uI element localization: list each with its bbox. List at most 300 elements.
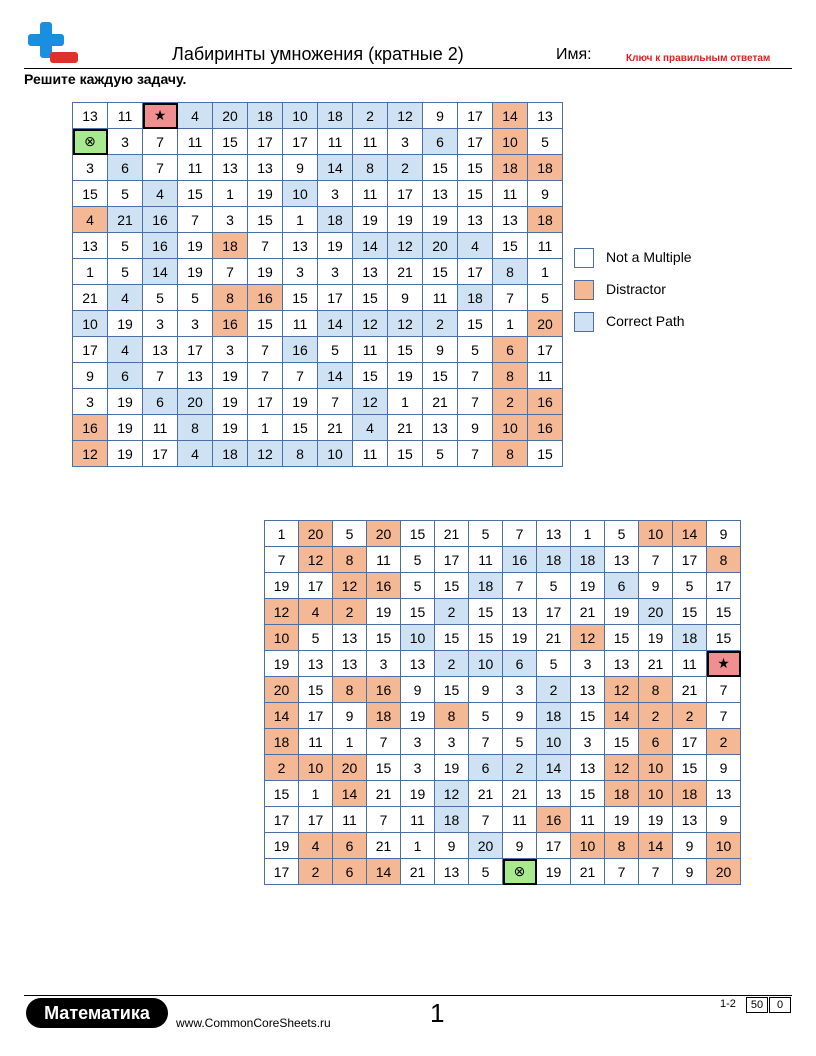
maze-cell: 9 [639,573,673,599]
maze-cell: 9 [673,833,707,859]
maze-cell: 19 [248,259,283,285]
maze-cell: 9 [503,833,537,859]
maze-cell: 17 [299,807,333,833]
maze-cell: 5 [178,285,213,311]
maze-cell: 17 [673,547,707,573]
maze-cell: 7 [469,807,503,833]
maze-cell: 5 [423,441,458,467]
maze-cell: 11 [333,807,367,833]
maze-cell-distractor: 10 [707,833,741,859]
maze-cell: 17 [435,547,469,573]
maze-cell: 17 [537,833,571,859]
maze-cell-distractor: 10 [639,521,673,547]
maze-cell: 3 [503,677,537,703]
maze-cell-distractor: 16 [248,285,283,311]
maze-cell-distractor: 18 [265,729,299,755]
maze-cell-distractor: 4 [299,599,333,625]
maze-cell: 19 [265,651,299,677]
maze-cell-path: 14 [143,259,178,285]
maze-cell: 15 [283,415,318,441]
maze-cell: 7 [143,363,178,389]
maze-cell-path: 18 [537,703,571,729]
maze-cell: 5 [299,625,333,651]
maze-cell: 21 [571,599,605,625]
maze-cell-distractor: 20 [333,755,367,781]
maze-cell: 11 [353,441,388,467]
maze-cell-distractor: 6 [493,337,528,363]
maze-cell: 3 [367,651,401,677]
maze-cell: 15 [458,311,493,337]
maze-cell: 21 [423,389,458,415]
maze-cell-distractor: 14 [639,833,673,859]
maze-cell: 15 [423,363,458,389]
maze-cell-path: 14 [537,755,571,781]
maze-cell: 7 [707,703,741,729]
maze-cell: 13 [537,781,571,807]
maze-cell-distractor: 6 [639,729,673,755]
maze-cell: 11 [493,181,528,207]
maze-cell: 1 [333,729,367,755]
maze-cell-path: 12 [353,389,388,415]
maze-cell: 3 [283,259,318,285]
maze-cell: 5 [503,729,537,755]
maze-cell-path: 18 [469,573,503,599]
maze-cell-distractor: 14 [367,859,401,885]
maze-cell: 11 [283,311,318,337]
maze-end-cell: ⊗ [73,129,108,155]
maze-cell: 17 [73,337,108,363]
maze-cell: 7 [318,389,353,415]
maze-cell: 1 [248,415,283,441]
maze-cell-path: 12 [388,233,423,259]
maze-cell: 9 [469,677,503,703]
maze-cell-path: 16 [143,207,178,233]
maze-row [73,233,563,259]
legend-label: Not a Multiple [606,249,692,265]
maze-cell: 19 [265,573,299,599]
maze-cell-path: 12 [388,103,423,129]
maze-cell-distractor: 14 [265,703,299,729]
maze-cell: 15 [388,337,423,363]
maze-cell-distractor: 14 [673,521,707,547]
maze-cell-path: 8 [493,259,528,285]
maze-start-cell: ★ [143,103,178,129]
maze-cell: 21 [571,859,605,885]
maze-cell-path: 2 [388,155,423,181]
maze-row [73,363,563,389]
maze-cell-distractor: 10 [639,781,673,807]
maze-cell-path: 6 [503,651,537,677]
maze-cell-distractor: 20 [707,859,741,885]
maze-cell: 15 [707,599,741,625]
maze-row [265,859,741,885]
maze-cell: 13 [605,651,639,677]
maze-row [73,129,563,155]
maze-cell-distractor: 8 [605,833,639,859]
maze-cell: 7 [283,363,318,389]
maze-cell-path: 18 [458,285,493,311]
maze-cell: 17 [248,389,283,415]
maze-cell: 15 [367,755,401,781]
maze-cell-distractor: 16 [367,573,401,599]
maze-cell-path: 18 [435,807,469,833]
instructions: Решите каждую задачу. [24,71,187,87]
maze-cell-path: 10 [73,311,108,337]
maze-cell: 19 [401,781,435,807]
maze-row [73,389,563,415]
maze-cell-distractor: 16 [73,415,108,441]
maze-cell: 11 [353,129,388,155]
maze-cell: 17 [707,573,741,599]
maze-cell-path: 14 [318,363,353,389]
maze-cell-distractor: 18 [367,703,401,729]
maze-cell-distractor: 2 [639,703,673,729]
maze-cell: 7 [367,729,401,755]
maze-cell: 7 [639,547,673,573]
maze-cell: 19 [318,233,353,259]
maze-cell: 15 [213,129,248,155]
maze-row [265,677,741,703]
maze-cell-path: 12 [248,441,283,467]
maze-cell: 17 [388,181,423,207]
maze-cell: 3 [318,181,353,207]
maze-cell-distractor: 12 [605,755,639,781]
maze-row [265,703,741,729]
maze-cell-path: 20 [178,389,213,415]
maze-cell: 7 [458,441,493,467]
answer-key-label: Ключ к правильным ответам [626,53,771,64]
maze-cell: 7 [503,521,537,547]
maze-cell-path: 2 [423,311,458,337]
maze-cell: 15 [458,181,493,207]
maze-cell: 17 [458,103,493,129]
maze-cell: 19 [367,599,401,625]
maze-cell-path: 18 [537,547,571,573]
maze-cell: 19 [639,625,673,651]
maze-cell: 13 [458,207,493,233]
maze-cell-path: 8 [178,415,213,441]
site-url: www.CommonCoreSheets.ru [176,1016,331,1030]
maze-cell: 11 [353,181,388,207]
maze-cell: 11 [143,415,178,441]
maze-cell: 7 [265,547,299,573]
name-label: Имя: [556,46,592,63]
maze-cell: 13 [401,651,435,677]
maze-cell: 5 [108,259,143,285]
maze-cell: 7 [213,259,248,285]
maze-cell: 13 [673,807,707,833]
maze-cell: 13 [73,103,108,129]
maze-cell: 17 [178,337,213,363]
maze-cell: 19 [537,859,571,885]
maze-cell: 7 [458,389,493,415]
maze-cell-distractor: 2 [265,755,299,781]
maze-cell-path: 6 [108,155,143,181]
maze-row [265,807,741,833]
maze-cell: 15 [265,781,299,807]
maze-cell: 5 [108,233,143,259]
maze-cell: 21 [503,781,537,807]
maze-cell: 19 [265,833,299,859]
maze-cell-path: 2 [503,755,537,781]
maze-cell-distractor: 8 [435,703,469,729]
maze-cell: 13 [333,625,367,651]
maze-cell-path: 12 [388,311,423,337]
maze-cell: 5 [469,703,503,729]
maze-cell: 13 [493,207,528,233]
maze-cell: 3 [213,207,248,233]
maze-cell: 11 [528,363,563,389]
maze-cell-path: 10 [318,441,353,467]
maze-cell: 1 [265,521,299,547]
maze-cell: 9 [73,363,108,389]
maze-cell-distractor: 20 [367,521,401,547]
maze-cell: 3 [73,389,108,415]
maze-cell: 19 [213,415,248,441]
maze-cell-distractor: 18 [528,207,563,233]
brand-badge: Математика [26,998,168,1028]
maze-cell: 11 [353,337,388,363]
maze-cell-distractor: 18 [605,781,639,807]
maze-cell: 9 [707,807,741,833]
maze-cell-path: 6 [605,573,639,599]
maze-cell: 19 [388,207,423,233]
maze-cell-path: 2 [435,651,469,677]
legend-swatch-path [574,312,594,332]
maze-cell: 19 [401,703,435,729]
maze-row [73,441,563,467]
maze-cell: 5 [108,181,143,207]
maze-cell-distractor: 12 [299,547,333,573]
maze-cell: 7 [143,155,178,181]
maze-cell: 11 [469,547,503,573]
maze-cell: 17 [458,129,493,155]
maze-cell: 21 [367,833,401,859]
maze-cell: 21 [639,651,673,677]
maze-cell: 9 [283,155,318,181]
maze-cell: 19 [108,311,143,337]
maze-cell-distractor: 14 [333,781,367,807]
maze-cell: 3 [401,729,435,755]
maze-cell: 13 [213,155,248,181]
maze-cell: 13 [248,155,283,181]
maze-cell: 19 [283,389,318,415]
maze-cell-path: 6 [423,129,458,155]
maze-cell-path: 2 [537,677,571,703]
maze-cell: 15 [571,703,605,729]
maze-cell: 13 [423,415,458,441]
maze-cell: 15 [388,441,423,467]
maze-cell: 17 [318,285,353,311]
maze-cell: 13 [299,651,333,677]
maze-cell-path: 4 [178,103,213,129]
maze-cell-path: 16 [283,337,318,363]
maze-cell-distractor: 4 [73,207,108,233]
maze-cell: 17 [283,129,318,155]
maze-cell: 9 [707,755,741,781]
maze-cell-path: 18 [248,103,283,129]
maze-cell: 5 [469,521,503,547]
maze-cell: 13 [353,259,388,285]
maze-cell: 19 [178,259,213,285]
maze-cell: 13 [605,547,639,573]
maze-cell-distractor: 8 [333,677,367,703]
maze-cell: 19 [503,625,537,651]
maze-cell-distractor: 8 [707,547,741,573]
maze-cell: 11 [318,129,353,155]
maze-cell-path: 21 [108,207,143,233]
maze-cell: 15 [248,207,283,233]
maze-cell-distractor: 4 [299,833,333,859]
maze-cell: 9 [423,103,458,129]
maze-cell: 17 [248,129,283,155]
worksheet-title: Лабиринты умножения (кратные 2) [172,44,464,64]
maze-cell: 15 [493,233,528,259]
maze-cell-path: 6 [143,389,178,415]
maze-cell-distractor: 16 [528,415,563,441]
maze-cell-distractor: 16 [537,807,571,833]
maze-cell-path: 12 [435,781,469,807]
header-divider [24,68,792,69]
maze-cell: 19 [108,441,143,467]
maze-cell-path: 4 [178,441,213,467]
maze-cell: 11 [503,807,537,833]
maze-cell-path: 2 [435,599,469,625]
legend-label: Correct Path [606,313,685,329]
maze-cell-path: 8 [283,441,318,467]
maze-cell-distractor: 2 [299,859,333,885]
maze-cell-distractor: 12 [571,625,605,651]
maze-cell-path: 20 [423,233,458,259]
maze-cell-path: 6 [108,363,143,389]
maze-cell-distractor: 12 [605,677,639,703]
maze-row [73,103,563,129]
maze-cell: 1 [388,389,423,415]
maze-cell: 7 [367,807,401,833]
maze-cell: 11 [108,103,143,129]
maze-cell-path: 16 [143,233,178,259]
maze-cell-distractor: 20 [265,677,299,703]
maze-cell: 3 [143,311,178,337]
maze-cell: 15 [178,181,213,207]
maze-cell: 5 [605,521,639,547]
maze-cell: 1 [528,259,563,285]
maze-cell: 15 [73,181,108,207]
maze-cell-distractor: 10 [493,415,528,441]
maze-cell: 1 [493,311,528,337]
problem-range: 1-2 [720,998,736,1010]
maze-cell: 5 [401,573,435,599]
maze-cell-path: 10 [469,651,503,677]
maze-cell-path: 16 [503,547,537,573]
maze-cell: 13 [143,337,178,363]
maze-cell-path: 2 [353,103,388,129]
maze-cell-distractor: 14 [605,703,639,729]
maze-cell-path: 4 [143,181,178,207]
maze-cell-path: 10 [401,625,435,651]
maze-cell: 21 [401,859,435,885]
maze-cell: 15 [469,625,503,651]
maze-cell-distractor: 6 [333,859,367,885]
maze-cell: 7 [605,859,639,885]
maze-cell: 13 [503,599,537,625]
maze-cell: 7 [178,207,213,233]
maze-cell-path: 18 [673,625,707,651]
maze-cell: 5 [333,521,367,547]
maze-cell: 13 [73,233,108,259]
maze-cell: 19 [605,807,639,833]
maze-cell: 19 [639,807,673,833]
maze-cell-distractor: 8 [493,441,528,467]
maze-cell-path: 4 [458,233,493,259]
maze-cell: 9 [401,677,435,703]
maze-cell: 5 [528,285,563,311]
maze-cell: 1 [571,521,605,547]
maze-row [73,259,563,285]
maze-row [265,521,741,547]
maze-cell: 1 [213,181,248,207]
maze-row [265,729,741,755]
maze-cell: 15 [707,625,741,651]
maze-cell: 7 [639,859,673,885]
maze-row [265,573,741,599]
maze-cell-path: 18 [571,547,605,573]
maze-cell: 11 [178,129,213,155]
legend-label: Distractor [606,281,666,297]
maze-cell-path: 4 [108,285,143,311]
maze-cell: 13 [571,755,605,781]
maze-cell: 7 [469,729,503,755]
maze-cell: 21 [435,521,469,547]
maze-cell: 13 [333,651,367,677]
maze-cell: 15 [353,363,388,389]
maze-cell: 17 [143,441,178,467]
maze-cell: 3 [318,259,353,285]
maze-cell-distractor: 16 [367,677,401,703]
maze-cell: 9 [388,285,423,311]
maze-cell: 15 [401,521,435,547]
maze-cell: 17 [265,807,299,833]
maze-cell-distractor: 2 [673,703,707,729]
maze-cell: 17 [537,599,571,625]
maze-cell: 5 [528,129,563,155]
maze-cell: 11 [178,155,213,181]
maze-cell-path: 14 [318,155,353,181]
maze-row [73,285,563,311]
maze-cell: 15 [401,599,435,625]
maze-cell-distractor: 16 [528,389,563,415]
maze-row [73,181,563,207]
maze-cell-distractor: 10 [493,129,528,155]
maze-cell-distractor: 12 [73,441,108,467]
maze-cell-distractor: 10 [299,755,333,781]
maze-cell: 9 [503,703,537,729]
maze-cell: 15 [367,625,401,651]
maze-cell: 3 [388,129,423,155]
maze-cell: 15 [283,285,318,311]
maze-cell-distractor: 8 [639,677,673,703]
maze-cell-path: 8 [353,155,388,181]
maze-cell: 15 [435,677,469,703]
maze-cell: 15 [528,441,563,467]
maze-cell: 9 [707,521,741,547]
maze-cell: 19 [605,599,639,625]
maze-cell: 21 [537,625,571,651]
maze-cell: 15 [605,625,639,651]
maze-cell: 3 [73,155,108,181]
legend-swatch-distractor [574,280,594,300]
maze-cell-distractor: 20 [299,521,333,547]
